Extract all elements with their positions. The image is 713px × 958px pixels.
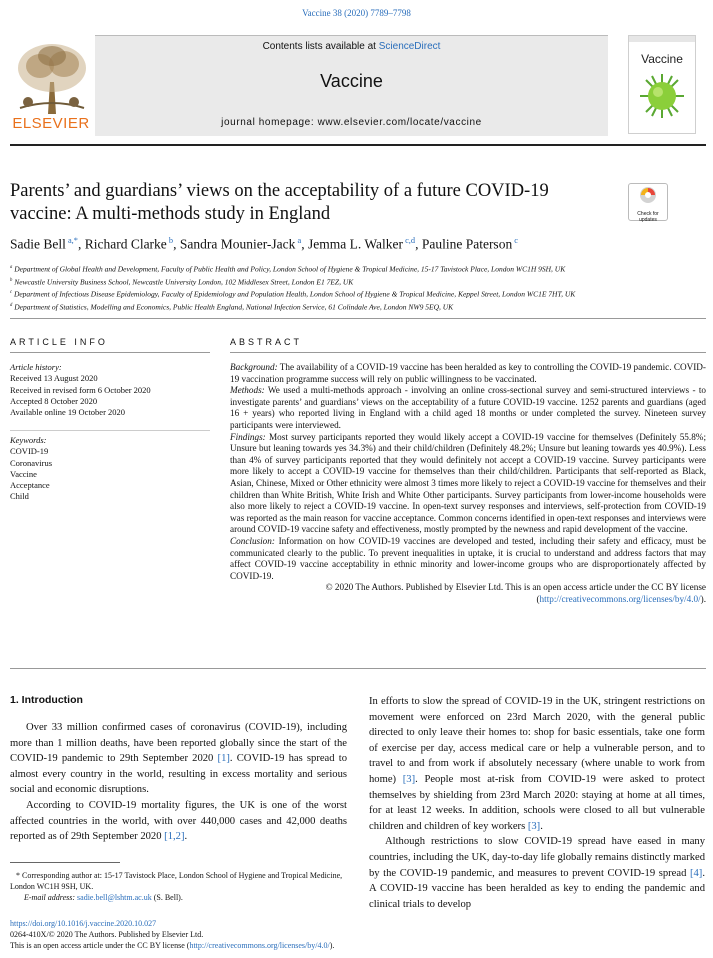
author-name[interactable]: , Pauline Paterson [415,236,513,252]
author-list [10,236,710,253]
keyword-item: Coronavirus [10,457,53,468]
author-name[interactable]: , Jemma L. Walker [301,236,403,252]
history-item: Available online 19 October 2020 [10,407,126,418]
reference-link[interactable]: [3] [402,773,416,785]
sciencedirect-link[interactable]: ScienceDirect [378,41,441,52]
doi-link[interactable]: https://doi.org/10.1016/j.vaccine.2020.10.027 [10,919,157,928]
abstract-body [230,362,706,605]
author-affil-marker[interactable]: c,d [403,236,416,245]
history-item: Received in revised form 6 October 2020 [10,384,151,395]
journal-homepage [95,117,608,128]
header-rule [10,144,706,146]
article-history [10,362,220,418]
article-info-rule [10,352,210,353]
history-item: Accepted 8 October 2020 [10,395,98,406]
elsevier-wordmark: ELSEVIER [12,115,90,132]
cover-title: Vaccine [641,52,683,66]
page-footer [10,918,710,951]
reference-link[interactable]: [4] [689,867,703,879]
history-item: Received 13 August 2020 [10,373,98,384]
corresponding-author-footnote [10,870,350,903]
journal-title: Vaccine [320,71,383,91]
reference-link[interactable]: [3] [527,820,541,832]
keywords-list [10,435,220,503]
body-paragraph: Although restrictions to slow COVID-19 spread have eased in many countries, including the UK, day-to-day life globally remains distinctly marked by the COVID-19 pandemic, and measures to prevent COVID-19 spread [4]. A COVID-19 vaccine has been heralded as key to ending the pandemic and clinical trials to develop [369,836,705,910]
abstract-rule [230,352,706,353]
reference-link[interactable]: [1,2] [164,831,185,843]
abstract-conclusion: Conclusion: Information on how COVID-19 vaccines are developed and tested, including their safety and efficacy, must be communicated clearly to the public. To prevent inequalities in uptake, it is crucial to understand and address factors that may affect COVID-19 vaccine acceptability in ethnic minority and lower-income groups who are disproportionately affected by COVID-19. [230,535,706,581]
affiliation-list [10,262,710,312]
corresponding-note: * Corresponding author at: 15-17 Tavistock Place, London School of Hygiene and Tropical Medicine, London WC1H 9SH, UK. [10,871,343,891]
homepage-prefix: journal homepage: [221,117,318,128]
keyword-item: Acceptance [10,480,50,491]
journal-cover-thumbnail[interactable] [628,35,696,134]
body-column-left [10,720,347,845]
reference-link[interactable]: [1] [217,753,230,765]
author-name[interactable]: , Richard Clarke [77,236,167,252]
body-column-right [369,694,705,912]
article-info-heading: ARTICLE INFO [10,337,108,347]
open-access-line: This is an open access article under the CC BY license (http://creativecommons.org/licenses/by/4.0/). [10,941,335,950]
footnote-rule [10,862,120,863]
affiliation-item: $^c$ Department of Infectious Disease Epidemiology, Faculty of Epidemiology and Population Health, London School of Hygiene & Tropical Medicine, Keppel Street, London WC1E 7HT, UK [10,289,576,299]
footer-license-link[interactable]: http://creativecommons.org/licenses/by/4.0/ [189,941,330,950]
introduction-heading: 1. Introduction [10,694,83,706]
author-affil-marker[interactable]: c [512,236,519,245]
author-affil-marker[interactable]: a,* [65,236,78,245]
abstract-findings: Findings: Most survey participants reported they would likely accept a COVID-19 vaccine for themselves (Definitely 55.8%; Unsure but leaning towards yes 34.3%) and their child/children (Definitely 48.2%; Unsure but leaning towards yes 40.9%). Less than 4% of survey participants reported that they would definitely not accept a COVID-19 vaccine. Survey participants were more likely to accept a COVID-19 vaccine for themselves than their child/children. Participants that self-reported as Black, Asian, Chinese, Mixed or Other ethnicity were almost 3 times more likely to reject a COVID-19 vaccine for themselves and their children than White British, White Irish and White Other participants. Survey participants from lower-income households were also more likely to reject a COVID-19 vaccine. In open-text survey responses and interviews, self-protection from COVID-19 was reported as the main reason for vaccine acceptance. Common concerns identified in open-text responses and interviews were around COVID-19 vaccine safety and effectiveness, mostly prompted by the newness and rapid development of the vaccine. [230,431,706,535]
check-updates-icon [629,184,667,206]
keyword-item: COVID-19 [10,446,49,457]
author-affil-marker[interactable]: b [166,236,174,245]
check-for-updates-badge[interactable] [628,183,668,221]
body-paragraph: According to COVID-19 mortality figures, the UK is one of the worst affected countries in the world, with over 440,000 cases and 42,000 deaths reported as of 29th September 2020 [1,2]. [10,799,347,843]
section-rule [10,318,706,319]
body-paragraph: In efforts to slow the spread of COVID-19 in the UK, stringent restrictions on movement were enforced on 23rd March 2020, with the general public directed to only leave their homes to: shop for basic essentials, take one form of exercise per day, access medical care or help a vulnerable person, and to travel to and from work if absolutely necessary (where unable to work from home) [3]. People most at-risk from COVID-19 were asked to protect themselves by shielding from 23rd March 2020: staying at home at all times, for at least 12 weeks. In addition, schools were closed to all but vulnerable children and children of key workers [3]. [369,696,705,832]
body-paragraph: Over 33 million confirmed cases of coronavirus (COVID-19), including more than 1 million deaths, have been reported globally since the start of the COVID-19 pandemic to 29th September 2020 [1]. COVID-19 has spread to almost every country in the world, resulting in excess mortality and serious social and economic disruptions. [10,722,347,796]
abstract-bottom-rule [10,668,706,669]
affiliation-item: $^b$ Newcastle University Business School, Newcastle University London, 102 Middlesex Street, London E1 7EZ, UK [10,277,354,286]
email-line: E-mail address: sadie.bell@lshtm.ac.uk (S. Bell). [24,893,183,902]
affiliation-item: $^a$ Department of Global Health and Development, Faculty of Public Health and Policy, London School of Hygiene & Tropical Medicine, 15-17 Tavistock Place, London WC1H 9SH, UK [10,264,566,274]
issn-line: 0264-410X/© 2020 The Authors. Published by Elsevier Ltd. [10,930,204,939]
contents-line [95,41,608,52]
keyword-item: Vaccine [10,468,37,479]
author-affil-marker[interactable]: a [295,236,302,245]
homepage-link[interactable]: www.elsevier.com/locate/vaccine [317,117,482,128]
contents-prefix: Contents lists available at [262,41,379,52]
author-name[interactable]: , Sandra Mounier-Jack [173,236,296,252]
keyword-item: Child [10,491,29,502]
abstract-background: Background: The availability of a COVID-19 vaccine has been heralded as key to controlling the COVID-19 pandemic. COVID-19 vaccination programme success will rely on public willingness to be vaccinated. [230,362,706,384]
license-link[interactable]: http://creativecommons.org/licenses/by/4.0/ [539,593,701,604]
abstract-methods: Methods: We used a multi-methods approach - involving an online cross-sectional survey and semi-structured interviews - to investigate parents’ and guardians’ views on the acceptability of a future COVID-19 vaccine. 1252 parents and guardians (aged 16 + years) who reported living in England with a child aged 18 months or under completed the survey. Nineteen survey participants were interviewed. [230,385,706,430]
abstract-license: © 2020 The Authors. Published by Elsevier Ltd. This is an open access article under the CC BY license (http://creativecommons.org/licenses/by/4.0/). [325,582,706,604]
check-updates-label: Check for updates [637,211,659,223]
author-name[interactable]: Sadie Bell [10,236,66,252]
journal-citation[interactable]: Vaccine 38 (2020) 7789–7798 [302,8,411,18]
history-label: Article history: [10,362,62,372]
email-link[interactable]: sadie.bell@lshtm.ac.uk [77,893,152,902]
virus-illustration-icon [629,66,695,126]
affiliation-item: $^d$ Department of Statistics, Modelling and Economics, Public Health England, National Infection Service, 61 Colindale Ave, London NW9 5EQ, UK [10,302,454,311]
article-title: Parents’ and guardians’ views on the acceptability of a future COVID-19 vaccine: A multi-methods study in England [10,181,549,224]
keywords-label: Keywords: [10,435,47,445]
abstract-heading: ABSTRACT [230,337,303,347]
keywords-rule [10,430,210,431]
